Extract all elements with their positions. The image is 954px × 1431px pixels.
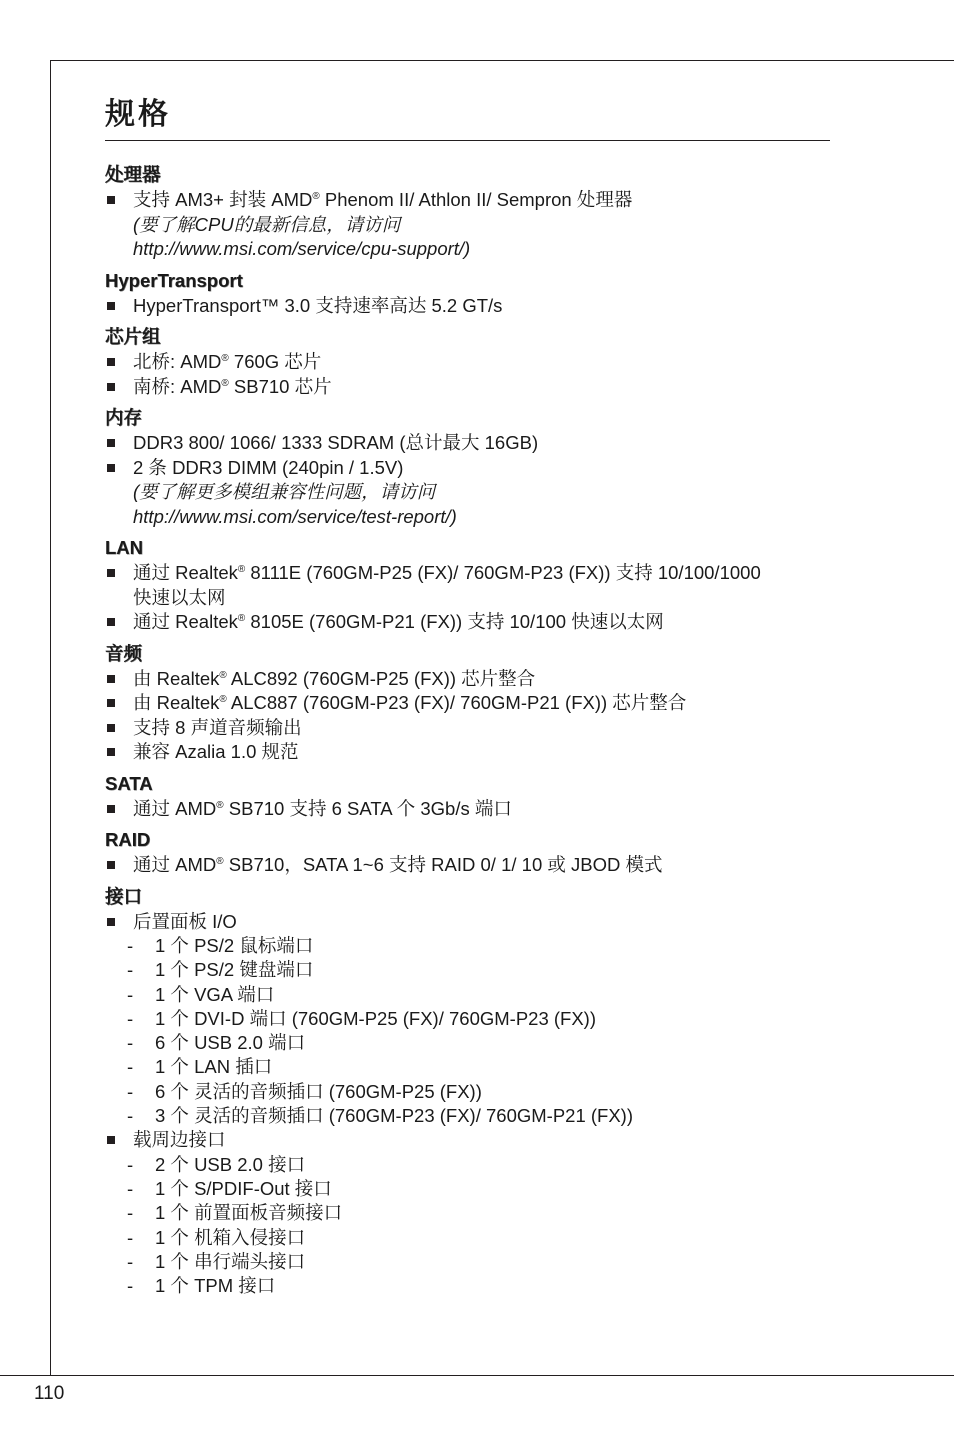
- section-heading: RAID: [105, 829, 151, 850]
- bullet-square-icon: [107, 569, 115, 577]
- bullet-square-icon: [107, 618, 115, 626]
- bullet-square-icon: [107, 748, 115, 756]
- item-text: 由 Realtek: [133, 692, 220, 713]
- list-item: [105, 797, 830, 822]
- item-text-continued: 快速以太网: [133, 586, 226, 608]
- item-text: 兼容 Azalia 1.0 规范: [133, 741, 299, 762]
- bullet-square-icon: [107, 464, 115, 472]
- list-item: [105, 431, 830, 456]
- item-text: ALC887 (760GM-P23 (FX)/ 760GM-P21 (FX)) 芯片整合: [226, 692, 687, 713]
- section-heading: SATA: [105, 772, 153, 794]
- sub-list-item: [105, 1080, 830, 1104]
- item-text: 8111E (760GM-P25 (FX)/ 760GM-P23 (FX)) 支持 10/100/1000: [245, 562, 761, 583]
- onboard-sublist: [105, 1153, 830, 1299]
- list-item: [105, 610, 830, 635]
- section-heading: 接口: [105, 885, 143, 907]
- list-item-onboard: [105, 1128, 830, 1153]
- sub-item-text: 1 个 PS/2 鼠标端口: [155, 935, 314, 956]
- item-text: 760G 芯片: [228, 351, 322, 372]
- item-text: 南桥: AMD: [133, 375, 222, 397]
- sub-item-text: 1 个 前置面板音频接口: [155, 1202, 343, 1224]
- section-heading: HyperTransport: [105, 269, 243, 291]
- item-text: DDR3 800/ 1066/ 1333 SDRAM (总计最大 16GB): [133, 432, 539, 453]
- registered-mark: ®: [312, 191, 320, 202]
- item-note: (要了解CPU的最新信息，请访问: [133, 213, 401, 235]
- item-text: SB710，SATA 1~6 支持 RAID 0/ 1/ 10 或 JBOD 模式: [223, 854, 663, 875]
- sub-list-item: [105, 1031, 830, 1055]
- bullet-square-icon: [107, 196, 115, 204]
- sub-item-text: 1 个 TPM 接口: [155, 1275, 276, 1297]
- dash-marker: -: [127, 959, 134, 981]
- bullet-square-icon: [107, 918, 115, 926]
- frame-bottom-line: [0, 1375, 954, 1376]
- dash-marker: -: [127, 1080, 134, 1102]
- dash-marker: -: [127, 1032, 134, 1054]
- sub-list-item: [105, 934, 830, 958]
- registered-mark: ®: [216, 799, 224, 811]
- bullet-square-icon: [107, 675, 115, 683]
- page-number: 110: [34, 1383, 65, 1404]
- dash-marker: -: [127, 1105, 134, 1127]
- title-divider: [105, 140, 830, 141]
- section-memory: [105, 405, 830, 529]
- bullet-square-icon: [107, 724, 115, 732]
- sub-item-text: 3 个 灵活的音频插口 (760GM-P23 (FX)/ 760GM-P21 (FX)): [155, 1105, 634, 1127]
- list-item: [105, 716, 830, 741]
- sub-item-text: 6 个 灵活的音频插口 (760GM-P25 (FX)): [155, 1080, 482, 1102]
- sub-list-item: [105, 1153, 830, 1177]
- item-text: 通过 Realtek: [133, 562, 238, 583]
- sub-item-text: 1 个 串行端头接口: [155, 1251, 306, 1273]
- item-text: ALC892 (760GM-P25 (FX)) 芯片整合: [226, 667, 536, 689]
- section-audio: [105, 641, 830, 765]
- sub-item-text: 1 个 LAN 插口: [155, 1056, 273, 1078]
- sub-list-item: [105, 1177, 830, 1201]
- bullet-square-icon: [107, 805, 115, 813]
- list-item: [105, 691, 830, 716]
- item-text: Phenom II/ Athlon II/ Sempron 处理器: [319, 189, 633, 210]
- sub-list-item: [105, 1055, 830, 1079]
- sub-item-text: 1 个 S/PDIF-Out 接口: [155, 1178, 332, 1200]
- registered-mark: ®: [216, 856, 224, 867]
- sub-list-item: [105, 983, 830, 1007]
- list-item: [105, 188, 830, 262]
- section-sata: [105, 771, 830, 822]
- sub-list-item: [105, 1226, 830, 1250]
- registered-mark: ®: [237, 564, 246, 575]
- item-text: SB710 芯片: [228, 375, 332, 397]
- item-text: 通过 Realtek: [133, 611, 238, 632]
- registered-mark: ®: [237, 613, 246, 624]
- dash-marker: -: [127, 1007, 134, 1029]
- sub-list-item: [105, 958, 830, 982]
- section-heading: 内存: [105, 407, 143, 428]
- sub-item-text: 1 个 VGA 端口: [155, 983, 275, 1005]
- back-panel-sublist: [105, 934, 830, 1128]
- item-text: 支持 8 声道音频输出: [133, 716, 302, 738]
- sub-item-text: 6 个 USB 2.0 端口: [155, 1032, 306, 1054]
- page-title: 规格: [105, 98, 171, 131]
- item-text: 北桥: AMD: [133, 351, 222, 372]
- section-lan: [105, 535, 830, 635]
- bullet-square-icon: [107, 439, 115, 447]
- list-item: [105, 294, 830, 319]
- list-item: [105, 375, 830, 400]
- list-item: [105, 740, 830, 765]
- section-connectors: [105, 884, 830, 1299]
- sub-item-text: 1 个 DVI-D 端口 (760GM-P25 (FX)/ 760GM-P23 (FX)): [155, 1007, 597, 1029]
- list-item: [105, 561, 830, 610]
- section-cpu: [105, 162, 830, 262]
- dash-marker: -: [127, 1056, 134, 1078]
- dash-marker: -: [127, 1202, 134, 1224]
- item-text: 通过 AMD: [133, 797, 217, 819]
- item-note: (要了解更多模组兼容性问题，请访问: [133, 481, 436, 502]
- sub-item-text: 2 个 USB 2.0 接口: [155, 1153, 306, 1175]
- dash-marker: -: [127, 1251, 134, 1273]
- spec-content: [105, 162, 830, 1305]
- section-heading: LAN: [105, 537, 144, 558]
- registered-mark: ®: [219, 694, 227, 705]
- sub-list-item: [105, 1250, 830, 1274]
- item-text: 8105E (760GM-P21 (FX)) 支持 10/100 快速以太网: [245, 611, 664, 632]
- section-raid: [105, 827, 830, 878]
- sub-list-item: [105, 1274, 830, 1298]
- bullet-square-icon: [107, 699, 115, 707]
- sub-list-item: [105, 1007, 830, 1031]
- dash-marker: -: [127, 1178, 134, 1200]
- list-item-back-panel: [105, 910, 830, 935]
- list-item: [105, 667, 830, 692]
- item-text: SB710 支持 6 SATA 个 3Gb/s 端口: [223, 797, 512, 819]
- registered-mark: ®: [221, 377, 229, 389]
- frame-top-line: [50, 60, 954, 61]
- list-item: [105, 456, 830, 530]
- sub-item-text: 1 个 机箱入侵接口: [155, 1226, 306, 1248]
- registered-mark: ®: [219, 669, 227, 681]
- list-item: [105, 853, 830, 878]
- item-note-url[interactable]: http://www.msi.com/service/test-report/): [133, 505, 457, 527]
- item-text: 载周边接口: [133, 1129, 226, 1151]
- registered-mark: ®: [221, 353, 229, 364]
- list-item: [105, 350, 830, 375]
- item-text: 2 条 DDR3 DIMM (240pin / 1.5V): [133, 456, 404, 478]
- dash-marker: -: [127, 1275, 134, 1297]
- item-text: 通过 AMD: [133, 854, 217, 875]
- item-note-url[interactable]: http://www.msi.com/service/cpu-support/): [133, 238, 471, 259]
- bullet-square-icon: [107, 383, 115, 391]
- bullet-square-icon: [107, 861, 115, 869]
- bullet-square-icon: [107, 358, 115, 366]
- item-text: 支持 AM3+ 封装 AMD: [133, 189, 313, 210]
- bullet-square-icon: [107, 302, 115, 310]
- section-heading: 处理器: [105, 164, 161, 185]
- sub-list-item: [105, 1104, 830, 1128]
- item-text: HyperTransport™ 3.0 支持速率高达 5.2 GT/s: [133, 294, 503, 316]
- sub-list-item: [105, 1201, 830, 1225]
- frame-left-line: [50, 60, 51, 1376]
- section-hypertransport: [105, 268, 830, 319]
- dash-marker: -: [127, 983, 134, 1005]
- dash-marker: -: [127, 1226, 134, 1248]
- bullet-square-icon: [107, 1136, 115, 1144]
- section-heading: 音频: [105, 642, 143, 664]
- dash-marker: -: [127, 935, 134, 956]
- section-chipset: [105, 324, 830, 399]
- sub-item-text: 1 个 PS/2 键盘端口: [155, 959, 314, 981]
- item-text: 后置面板 I/O: [133, 910, 237, 932]
- item-text: 由 Realtek: [133, 667, 220, 689]
- section-heading: 芯片组: [105, 326, 161, 347]
- dash-marker: -: [127, 1153, 134, 1175]
